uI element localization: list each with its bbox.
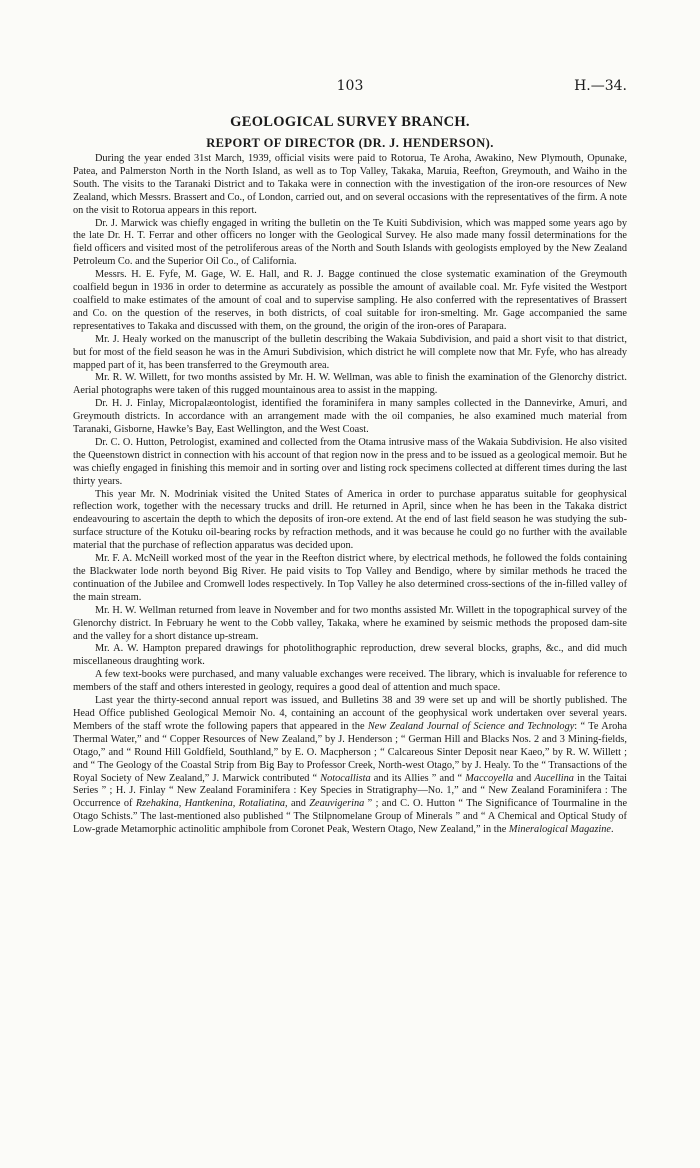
paragraph-mcneill: Mr. F. A. McNeill worked most of the year in the Reefton district where, by electrical methods, he followed the folds containing the Blackwater lode north beyond Big River. He paid visits to Top Valley and Bendigo, where by similar methods he traced the continuation of the Jubilee and Cromwell lodes respectively. In Top Valley he also determined cross-sections of the in-filled valley of the main stream. [73,553,627,603]
paragraph-marwick: Dr. J. Marwick was chiefly engaged in writing the bulletin on the Te Kuiti Subdivision, which was mapped some years ago by the late Dr. H. T. Ferrar and other officers no longer with the Geological Survey. He also made many fossil determinations for the field officers and visited most of the petroliferous areas of the North and South Islands with geologists employed by the New Zealand Petroleum Co. and the Superior Oil Co., of California. [73,217,627,268]
magazine-title: Mineralogical Magazine [508,824,611,836]
paragraph-willett: Mr. R. W. Willett, for two months assisted by Mr. H. W. Wellman, was able to finish the examination of the Glenorchy district. Aerial photographs were taken of this rugged mountainous area to assist in the mapping. [73,372,627,397]
publications-text: and [513,772,535,784]
genus-name: Notocallista [320,772,371,784]
publications-text: : “ Te Aroha Thermal Water,” and “ Copper Resources of New Zealand,” by J. Henderson ; “ German Hill and Blacks Nos. 2 and 3 Mining-fields, Otago,” and “ Round Hill Goldfield, Southland,” by E. O. Macpherson ; “ Calcareous Sinter Deposit near Kaeo,” by R. W. Willett ; and “ The Geology of the Coastal Strip from Big Bay to Professor Creek, North-west Otago,” by J. Healy. To the “ Transactions of the Royal Society of New Zealand,” J. Marwick contributed “ [73,720,628,784]
genus-name: Zeauvigerina [309,798,365,810]
branch-title: GEOLOGICAL SURVEY BRANCH. [230,114,470,130]
paragraph-library: A few text-books were purchased, and many valuable exchanges were received. The library, which is invaluable for reference to members of the staff and others interested in geology, requires a good deal of attention and much space. [73,669,627,694]
journal-title: New Zealand Journal of Science and Technology [367,720,575,732]
publications-text: in the Taitai Series ” ; H. J. Finlay “ New Zealand Foraminifera : Key Species in Stratigraphy—No. 1,” and “ New Zealand Foraminifera : The Occurrence of [73,772,628,810]
publications-text: ” ; and C. O. Hutton “ The Significance of Tourmaline in the Otago Schists.” The last-mentioned also published “ The Stilpnomelane Group of Minerals ” and “ A Chemical and Optical Study of Low-grade Metamorphic actinolitic amphibole from Coronet Peak, Western Otago, New Zealand,” in the [73,798,628,836]
genus-names: Rzehakina, Hantkenina, Rotaliatina, [135,798,288,810]
report-subtitle: REPORT OF DIRECTOR (DR. J. HENDERSON). [206,136,494,150]
paragraph-hampton: Mr. A. W. Hampton prepared drawings for photolithographic reproduction, drew several blocks, graphs, &c., and did much miscellaneous draughting work. [73,643,627,668]
document-reference: H.—34. [574,78,627,94]
publications-text: and its Allies ” and “ [370,772,466,784]
paragraph-visits: During the year ended 31st March, 1939, official visits were paid to Rotorua, Te Aroha, Awakino, New Plymouth, Opunake, Patea, and Palmerston North in the North Island, as well as to Top Valley, Takaka, Maruia, Reefton, Greymouth, and Waiho in the South. The visits to the Taranaki District and to Takaka were in connection with the investigation of the iron-ore resources of New Zealand, which Messrs. Brassert and Co., of London, carried out, and on several occasions with the representatives of the firm. A note on the visit to Rotorua appears in this report. [73,153,627,216]
paragraph-finlay: Dr. H. J. Finlay, Micropalæontologist, identified the foraminifera in many samples collected in the Dannevirke, Amuri, and Greymouth districts. In accordance with an arrangement made with the oil companies, he also examined much material from Taranaki, Gisborne, Hawke’s Bay, East Wellington, and the West Coast. [73,398,627,436]
paragraph-modriniak: This year Mr. N. Modriniak visited the United States of America in order to purchase apparatus suitable for geophysical reflection work, together with the necessary trucks and drill. He returned in April, since when he has been in the Takaka district endeavouring to ascertain the depth to which the deposits of iron-ore extend. At the end of last field season he was studying the sub-surface structure of the Kotuku oil-bearing rocks by refraction methods, and it was because he could go no further with the available material that the purchase of reflection apparatus was decided upon. [73,488,627,552]
title-block [73,114,627,151]
report-body [73,153,627,837]
paragraph-wellman: Mr. H. W. Wellman returned from leave in November and for two months assisted Mr. Willett in the topographical survey of the Glenorchy district. In February he went to the Cobb valley, Takaka, where he examined by seismic methods the proposed dam-site and the valley for a short distance up-stream. [73,604,627,642]
publications-text: and [287,798,310,810]
paragraph-publications [73,695,627,837]
genus-name: Aucellina [534,772,574,784]
paragraph-healy: Mr. J. Healy worked on the manuscript of the bulletin describing the Wakaia Subdivision, and paid a short visit to that district, but for most of the field season he was in the Amuri Subdivision, which district he will complete now that Mr. Fyfe, who has already mapped part of it, has been transferred to the Greymouth area. [73,333,627,371]
paragraph-greymouth-coalfield: Messrs. H. E. Fyfe, M. Gage, W. E. Hall, and R. J. Bagge continued the close systematic examination of the Greymouth coalfield begun in 1936 in order to determine as accurately as possible the amount of available coal. Mr. Fyfe visited the Westport coalfield to make estimates of the amount of coal and to supervise sampling. He also conferred with the representatives of Brassert and Co. on the question of the reserves, in both districts, of coal suitable for iron-smelting. Mr. Gage accompanied the same representatives to Takaka and discussed with them, on the ground, the origin of the iron-ores of Parapara. [73,269,627,332]
paragraph-hutton: Dr. C. O. Hutton, Petrologist, examined and collected from the Otama intrusive mass of the Wakaia Subdivision. He also visited the Queenstown district in connection with his account of that region now in the press and to be issued as a geological memoir. But he was chiefly engaged in finishing this memoir and in sorting over and listing rock specimens collected at different times during the last thirty years. [73,436,627,487]
publications-text: Last year the thirty-second annual report was issued, and Bulletins 38 and 39 were set up and will be shortly published. The Head Office published Geological Memoir No. 4, containing an account of the geophysical work undertaken over several years. Members of the staff wrote the following papers that appeared in the [73,695,627,732]
genus-name: Maccoyella [465,772,514,784]
page-number: 103 [336,78,364,94]
publications-text: . [611,824,614,836]
page-header [73,78,627,100]
